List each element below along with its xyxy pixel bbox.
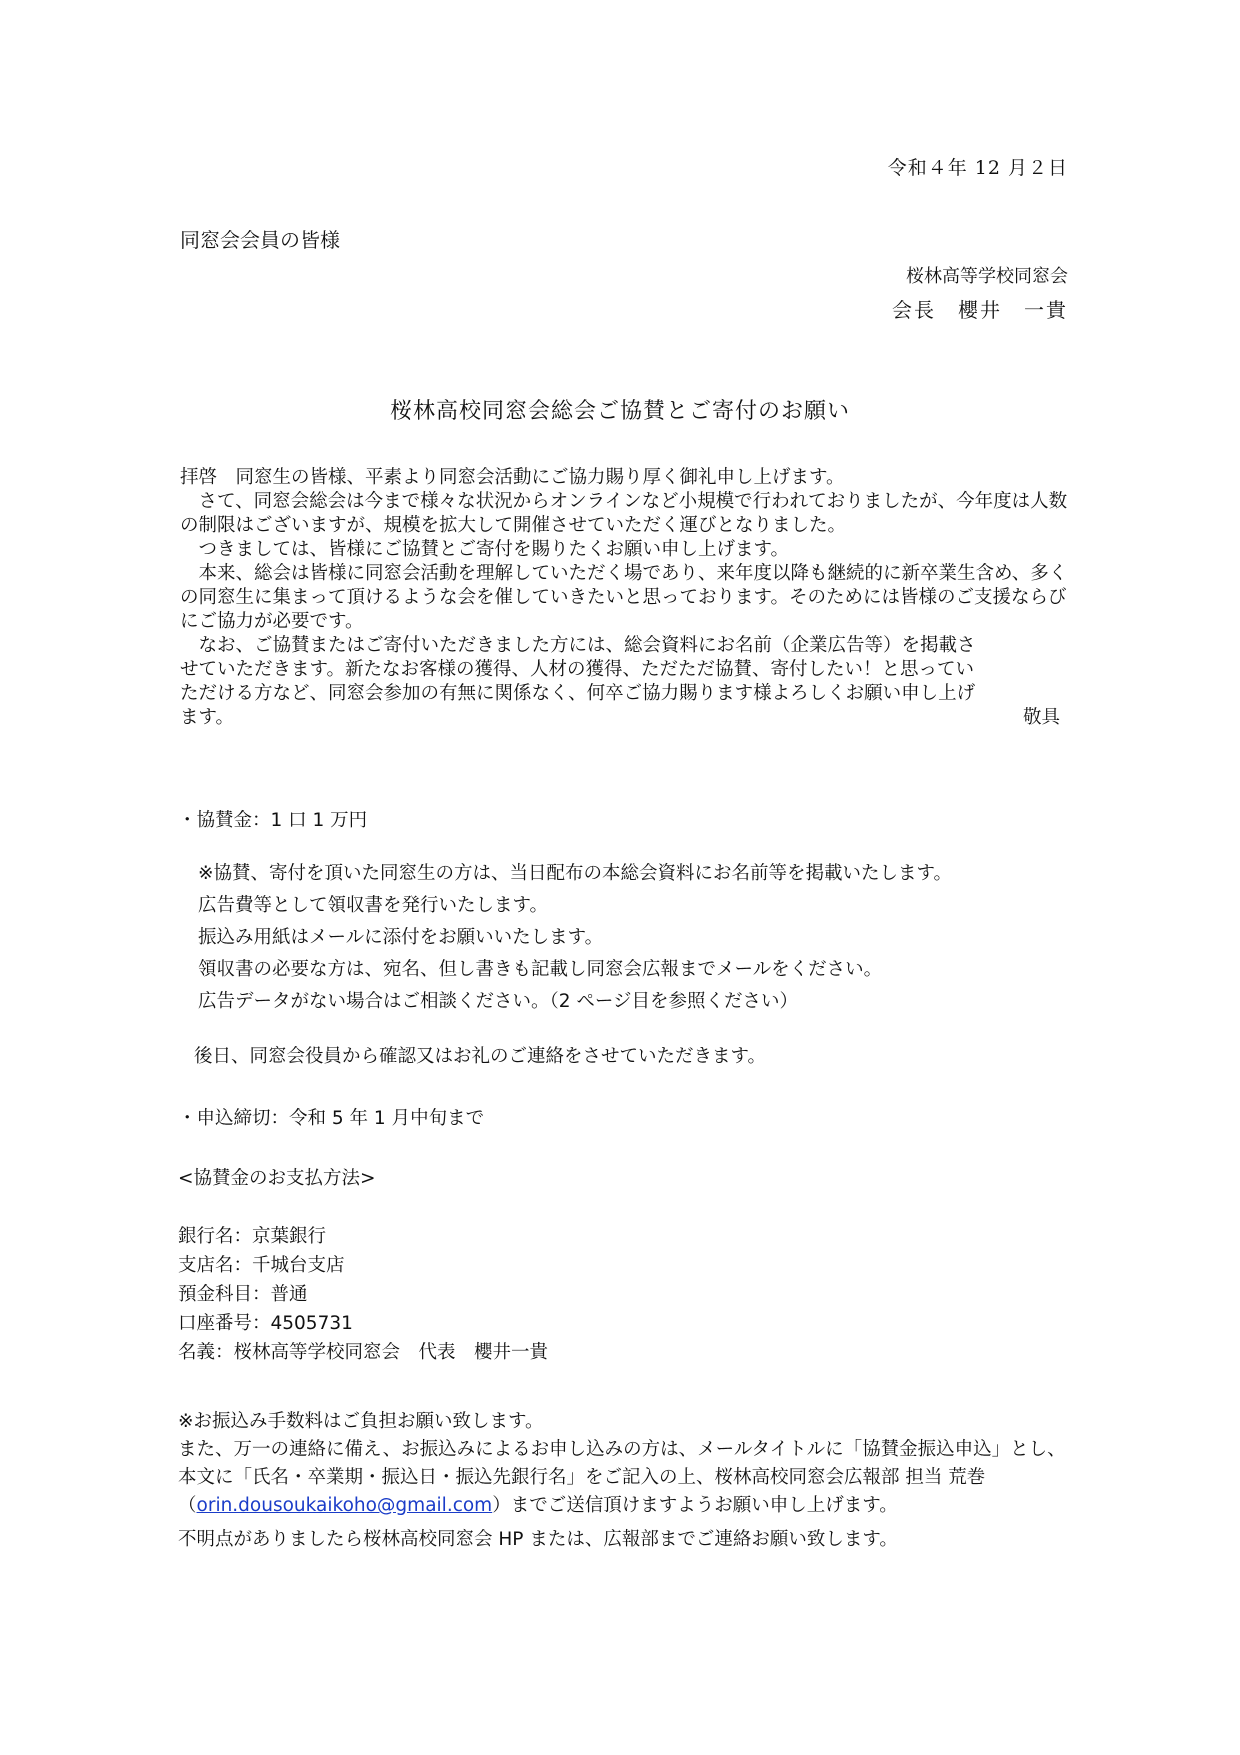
contact-email-link[interactable]: orin.dousoukaikoho@gmail.com <box>196 1495 493 1516</box>
sponsorship-notes <box>198 858 1078 1018</box>
letter-date: 令和４年 12 月２日 <box>887 157 1068 179</box>
note-item: ※協賛、寄付を頂いた同窓生の方は、当日配布の本総会資料にお名前等を掲載いたします。 <box>198 863 953 884</box>
closing-keigu: 敬具 <box>1022 707 1060 728</box>
letter-body <box>180 466 1080 730</box>
inquiry-note: 不明点がありましたら桜林高校同窓会 HP または、広報部までご連絡お願い致します。 <box>178 1529 898 1550</box>
note-item: 振込み用紙はメールに添付をお願いいたします。 <box>198 927 604 948</box>
contact-text-post: ）までご送信頂けますようお願い申し上げます。 <box>492 1495 898 1516</box>
body-paragraph-request: つきましては、皆様にご協賛とご寄付を賜りたくお願い申し上げます。 <box>180 539 790 560</box>
note-item: 広告費等として領収書を発行いたします。 <box>198 895 549 916</box>
sponsorship-fee: ・協賛金：1 口 1 万円 <box>178 810 368 831</box>
payment-heading: <協賛金のお支払方法> <box>178 1168 376 1189</box>
addressee: 同窓会会員の皆様 <box>180 228 340 252</box>
branch-name: 支店名：千城台支店 <box>178 1255 345 1276</box>
note-item: 領収書の必要な方は、宛名、但し書きも記載し同窓会広報までメールをください。 <box>198 959 883 980</box>
body-paragraph-background: さて、同窓会総会は今まで様々な状況からオンラインなど小規模で行われておりましたが、今年度は人数の制限はございますが、規模を拡大して開催させていただく運びとなりました。 <box>180 491 1068 536</box>
fee-note: ※お振込み手数料はご負担お願い致します。 <box>178 1411 544 1432</box>
bank-details <box>178 1222 548 1367</box>
body-paragraph-purpose: 本来、総会は皆様に同窓会活動を理解していただく場であり、来年度以降も継続的に新卒業生含め、多くの同窓生に集まって頂けるような会を催していきたいと思っております。そのためには皆様のご支援ならびにご協力が必要です。 <box>180 563 1068 632</box>
application-deadline: ・申込締切：令和 5 年 1 月中旬まで <box>178 1108 485 1129</box>
body-paragraph-benefits-wrap <box>180 634 1060 730</box>
sender-president: 会長 櫻井 一貴 <box>892 298 1068 322</box>
contact-instructions <box>178 1436 1078 1520</box>
sender-organization: 桜林高等学校同窓会 <box>906 266 1068 287</box>
bank-name: 銀行名：京葉銀行 <box>178 1226 327 1247</box>
note-item: 広告データがない場合はご相談ください。（2 ページ目を参照ください） <box>198 991 799 1012</box>
body-paragraph-greeting: 拝啓 同窓生の皆様、平素より同窓会活動にご協力賜り厚く御礼申し上げます。 <box>180 467 845 488</box>
account-holder: 名義：桜林高等学校同窓会 代表 櫻井一貴 <box>178 1342 549 1363</box>
account-number: 口座番号：4505731 <box>178 1313 353 1334</box>
contact-text-pre: また、万一の連絡に備え、お振込みによるお申し込みの方は、メールタイトルに「協賛金振込申込」とし、本文に「氏名・卒業期・振込日・振込先銀行名」をご記入の上、桜林高校同窓会広報部 担当 荒巻（ <box>178 1439 1066 1516</box>
footer-notes <box>178 1408 1078 1554</box>
followup-note: 後日、同窓会役員から確認又はお礼のご連絡をさせていただきます。 <box>194 1046 767 1067</box>
account-type: 預金科目：普通 <box>178 1284 308 1305</box>
body-paragraph-benefits: なお、ご協賛またはご寄付いただきました方には、総会資料にお名前（企業広告等）を掲載させていただきます。新たなお客様の獲得、人材の獲得、ただただ協賛、寄付したい！と思っていただける方など、同窓会参加の有無に関係なく、何卒ご協力賜ります様よろしくお願い申し上げます。 <box>180 635 976 728</box>
letter-title: 桜林高校同窓会総会ご協賛とご寄付のお願い <box>389 399 850 424</box>
